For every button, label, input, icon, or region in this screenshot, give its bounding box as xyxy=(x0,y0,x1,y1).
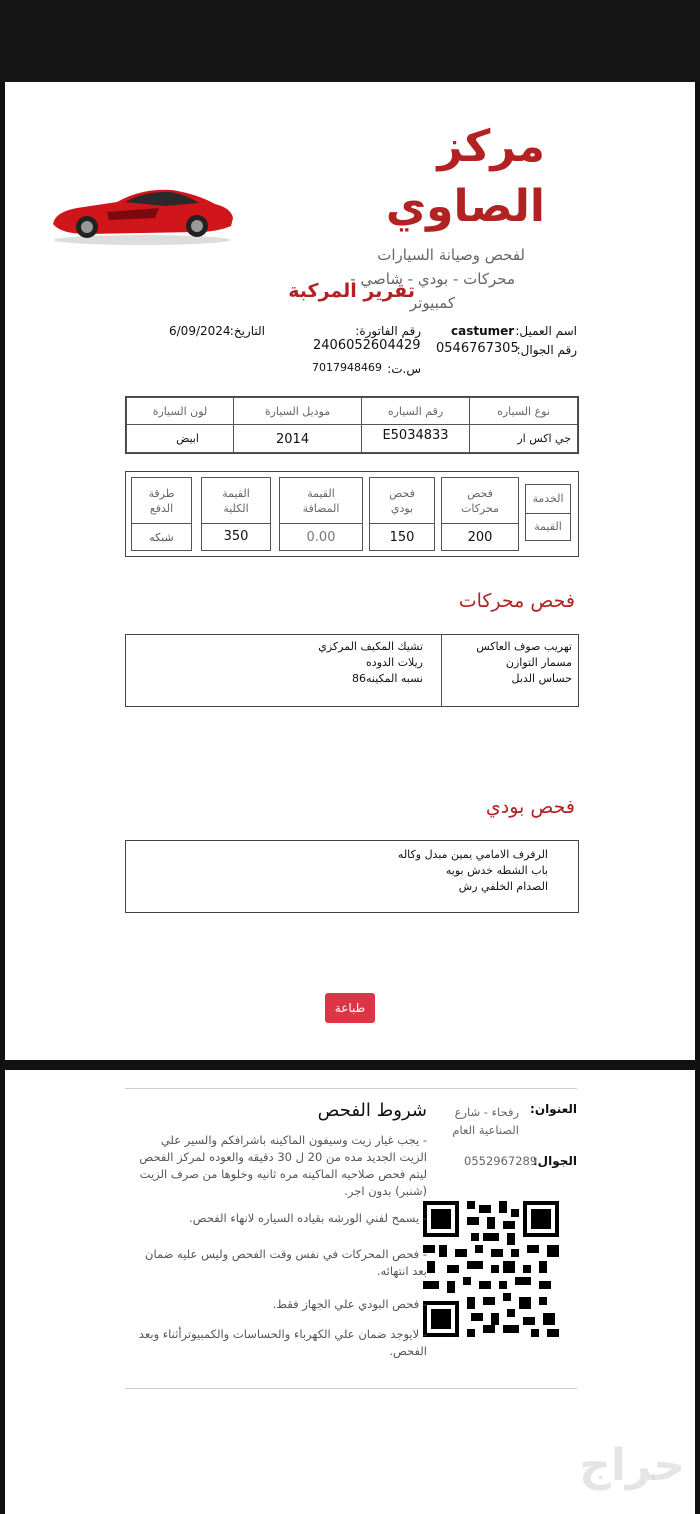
cr-value: 7017948469 xyxy=(312,361,382,374)
engine-notes-right xyxy=(442,639,572,687)
engine-check-header: فحص محركات xyxy=(441,477,519,524)
body-note: الرفرف الامامي يمين مبدل وكاله xyxy=(397,848,548,861)
invoice-number-value: 2406052604429 xyxy=(313,338,421,353)
car-model-value: 2014 xyxy=(233,424,362,453)
brand-line-2: الصاوي xyxy=(385,181,545,232)
top-dark-bar xyxy=(0,0,700,82)
phone-value: 0546767305 xyxy=(436,341,519,356)
phone-label: رقم الجوال: xyxy=(516,343,577,357)
engine-note: تهريب صوف العاكس xyxy=(476,640,572,653)
terms-item: - لايوجد ضمان علي الكهرباء والحساسات والكمبيوترأثناء وبعد الفحص. xyxy=(138,1327,427,1358)
terms-page xyxy=(5,1070,695,1514)
vat-value: 0.00 xyxy=(279,523,363,551)
date-label: التاريخ: xyxy=(229,324,265,338)
body-note: باب الشطه خدش بويه xyxy=(445,864,548,877)
car-type-header: نوع السياره xyxy=(469,397,578,425)
terms-title: شروط الفحص xyxy=(317,1100,427,1121)
service-row-label: الخدمة xyxy=(525,484,571,514)
body-notes-box xyxy=(125,840,579,913)
body-section-title: فحص بودي xyxy=(485,796,575,818)
brand-services: محركات - بودي - شاصي - xyxy=(350,270,515,288)
engine-note: نسبه المكينه86 xyxy=(352,672,423,685)
terms-item: - يجب غيار زيت وسيفون الماكينه باشرافكم والسير علي الزيت الجديد مده من 20 ل 30 دقيقه والعوده لمركز الفحص ليتم فحص صلاحيه الماكينه مره ثانيه وخلوها من صرف الزيت (شنبر) بدون اجر. xyxy=(139,1133,427,1198)
car-table xyxy=(125,396,579,454)
divider-top xyxy=(125,1088,577,1089)
car-color-value: ابيض xyxy=(126,424,234,453)
body-check-header: فحص بودي xyxy=(369,477,435,524)
total-value: 350 xyxy=(201,523,271,551)
engine-note: مسمار التوازن xyxy=(505,656,572,669)
car-plate-value: E5034833 xyxy=(361,424,470,453)
car-type-value: جي اكس ار xyxy=(469,424,578,453)
payment-method-value: شبكه xyxy=(131,523,192,551)
address-label: العنوان: xyxy=(530,1102,577,1116)
divider-bottom xyxy=(125,1388,577,1389)
value-row-label: القيمة xyxy=(525,513,571,541)
customer-label: اسم العميل: xyxy=(515,324,577,338)
report-page xyxy=(5,82,695,1060)
terms-item: - يسمح لفني الورشه بقياده السياره لانهاء الفحص. xyxy=(189,1211,427,1225)
body-notes xyxy=(298,847,548,895)
date-value: 6/09/2024 xyxy=(169,324,231,338)
payment-method-header: طرقة الدفع xyxy=(131,477,192,524)
engine-note: تشيك المكيف المركزي xyxy=(318,640,423,653)
qr-code[interactable] xyxy=(423,1201,559,1337)
terms-item: - فحص المحركات في نفس وقت الفحص وليس عليه ضمان بعد انتهائه. xyxy=(145,1247,427,1278)
print-button[interactable]: طباعة xyxy=(325,993,375,1023)
cr-label: س.ت: xyxy=(387,362,421,376)
vat-header: القيمة المضافة xyxy=(279,477,363,524)
body-check-value: 150 xyxy=(369,523,435,551)
car-plate-header: رقم السياره xyxy=(361,397,470,425)
address-value: رفحاء - شارع الصناعية العام xyxy=(452,1105,519,1137)
engine-notes-box xyxy=(125,634,579,707)
body-note: الصدام الخلفي رش xyxy=(458,880,548,893)
customer-value: castumer xyxy=(451,324,515,338)
watermark-logo: حراج xyxy=(579,1440,685,1491)
invoice-number-label: رقم الفاتورة: xyxy=(355,324,421,338)
contact-phone-label: الجوال: xyxy=(532,1154,577,1168)
contact-phone-value: 0552967289 xyxy=(464,1154,538,1168)
total-header: القيمة الكلية xyxy=(201,477,271,524)
brand-tagline: لفحص وصيانة السيارات xyxy=(377,246,525,264)
price-table xyxy=(125,471,579,557)
car-color-header: لون السيارة xyxy=(126,397,234,425)
engine-notes-left xyxy=(273,639,423,687)
engine-note: ريلات الدوده xyxy=(366,656,423,669)
terms-item: - فحص البودي علي الجهاز فقط. xyxy=(272,1297,427,1311)
engine-note: حساس الدبل xyxy=(511,672,572,685)
report-title: تقرير المركبة xyxy=(288,280,415,302)
brand-line-1: مركز xyxy=(437,121,545,172)
engine-section-title: فحص محركات xyxy=(458,590,575,612)
car-image xyxy=(47,182,237,248)
car-model-header: موديل السيارة xyxy=(233,397,362,425)
engine-check-value: 200 xyxy=(441,523,519,551)
brand-services-2: كمبيوتر xyxy=(409,294,455,312)
